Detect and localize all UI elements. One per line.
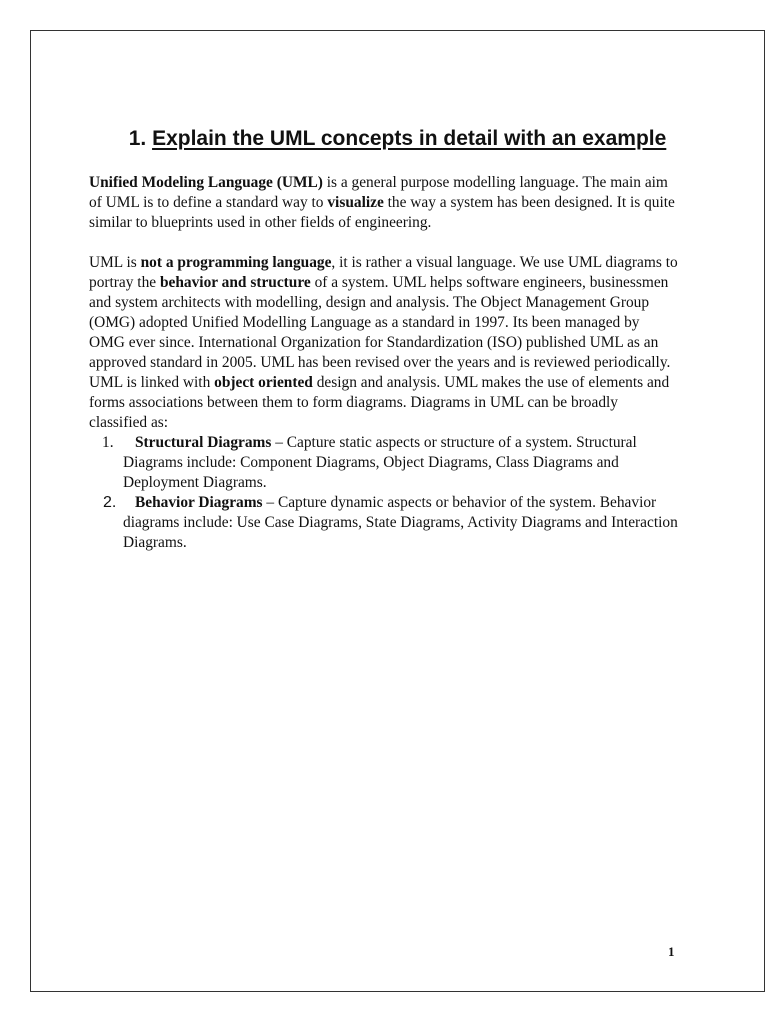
para2-text-1: UML is (89, 254, 141, 271)
para3-emphasis: object oriented (214, 374, 313, 391)
para2-text-2: , it is rather a visual language. We use UML diagrams to portray the (89, 254, 678, 291)
uml-definition-paragraph (89, 253, 679, 373)
list-item (89, 493, 679, 553)
intro-emphasis: visualize (327, 194, 384, 211)
list-item-term: Structural Diagrams (135, 434, 272, 451)
heading-text: Explain the UML concepts in detail with an example (152, 127, 667, 150)
para3-text-1: UML is linked with (89, 374, 215, 391)
intro-text-2: the way a system has been designed. It is quite similar to blueprints used in other fields of engineering. (89, 194, 675, 231)
list-item-term: Behavior Diagrams (135, 494, 263, 511)
page-heading (30, 127, 765, 151)
document-body (89, 173, 679, 553)
para3-text-2: design and analysis. UML makes the use of elements and forms associations between them to form diagrams. Diagrams in UML can be broadly classified as: (89, 374, 670, 431)
list-item-text: – Capture dynamic aspects or behavior of the system. Behavior diagrams include: Use Case Diagrams, State Diagrams, Activity Diagrams and Interaction Diagrams. (123, 494, 678, 551)
list-item (89, 433, 679, 493)
diagram-types-list (89, 433, 679, 553)
object-oriented-paragraph (89, 373, 679, 433)
list-marker: 2. (103, 494, 117, 511)
list-marker: 1. (102, 434, 114, 451)
intro-term: Unified Modeling Language (UML) (89, 174, 323, 191)
intro-paragraph (89, 173, 679, 233)
intro-text-1: is a general purpose modelling language. The main aim of UML is to define a standard way to (89, 174, 668, 211)
para2-text-3: of a system. UML helps software engineers, businessmen and system architects with modelling, design and analysis. The Object Management Group (OMG) adopted Unified Modelling Language as a standard in 1997. Its been managed by OMG ever since. International Organization for Standardization (ISO) published UML as an approved standard in 2005. UML has been revised over the years and is reviewed periodically. (89, 274, 671, 371)
para2-emphasis-2: behavior and structure (159, 274, 311, 291)
heading-number: 1. (128, 127, 147, 150)
para2-emphasis-1: not a programming language (140, 254, 332, 271)
list-item-text: – Capture static aspects or structure of a system. Structural Diagrams include: Component Diagrams, Object Diagrams, Class Diagrams and Deployment Diagrams. (123, 434, 637, 491)
page-number: 1 (668, 944, 675, 959)
